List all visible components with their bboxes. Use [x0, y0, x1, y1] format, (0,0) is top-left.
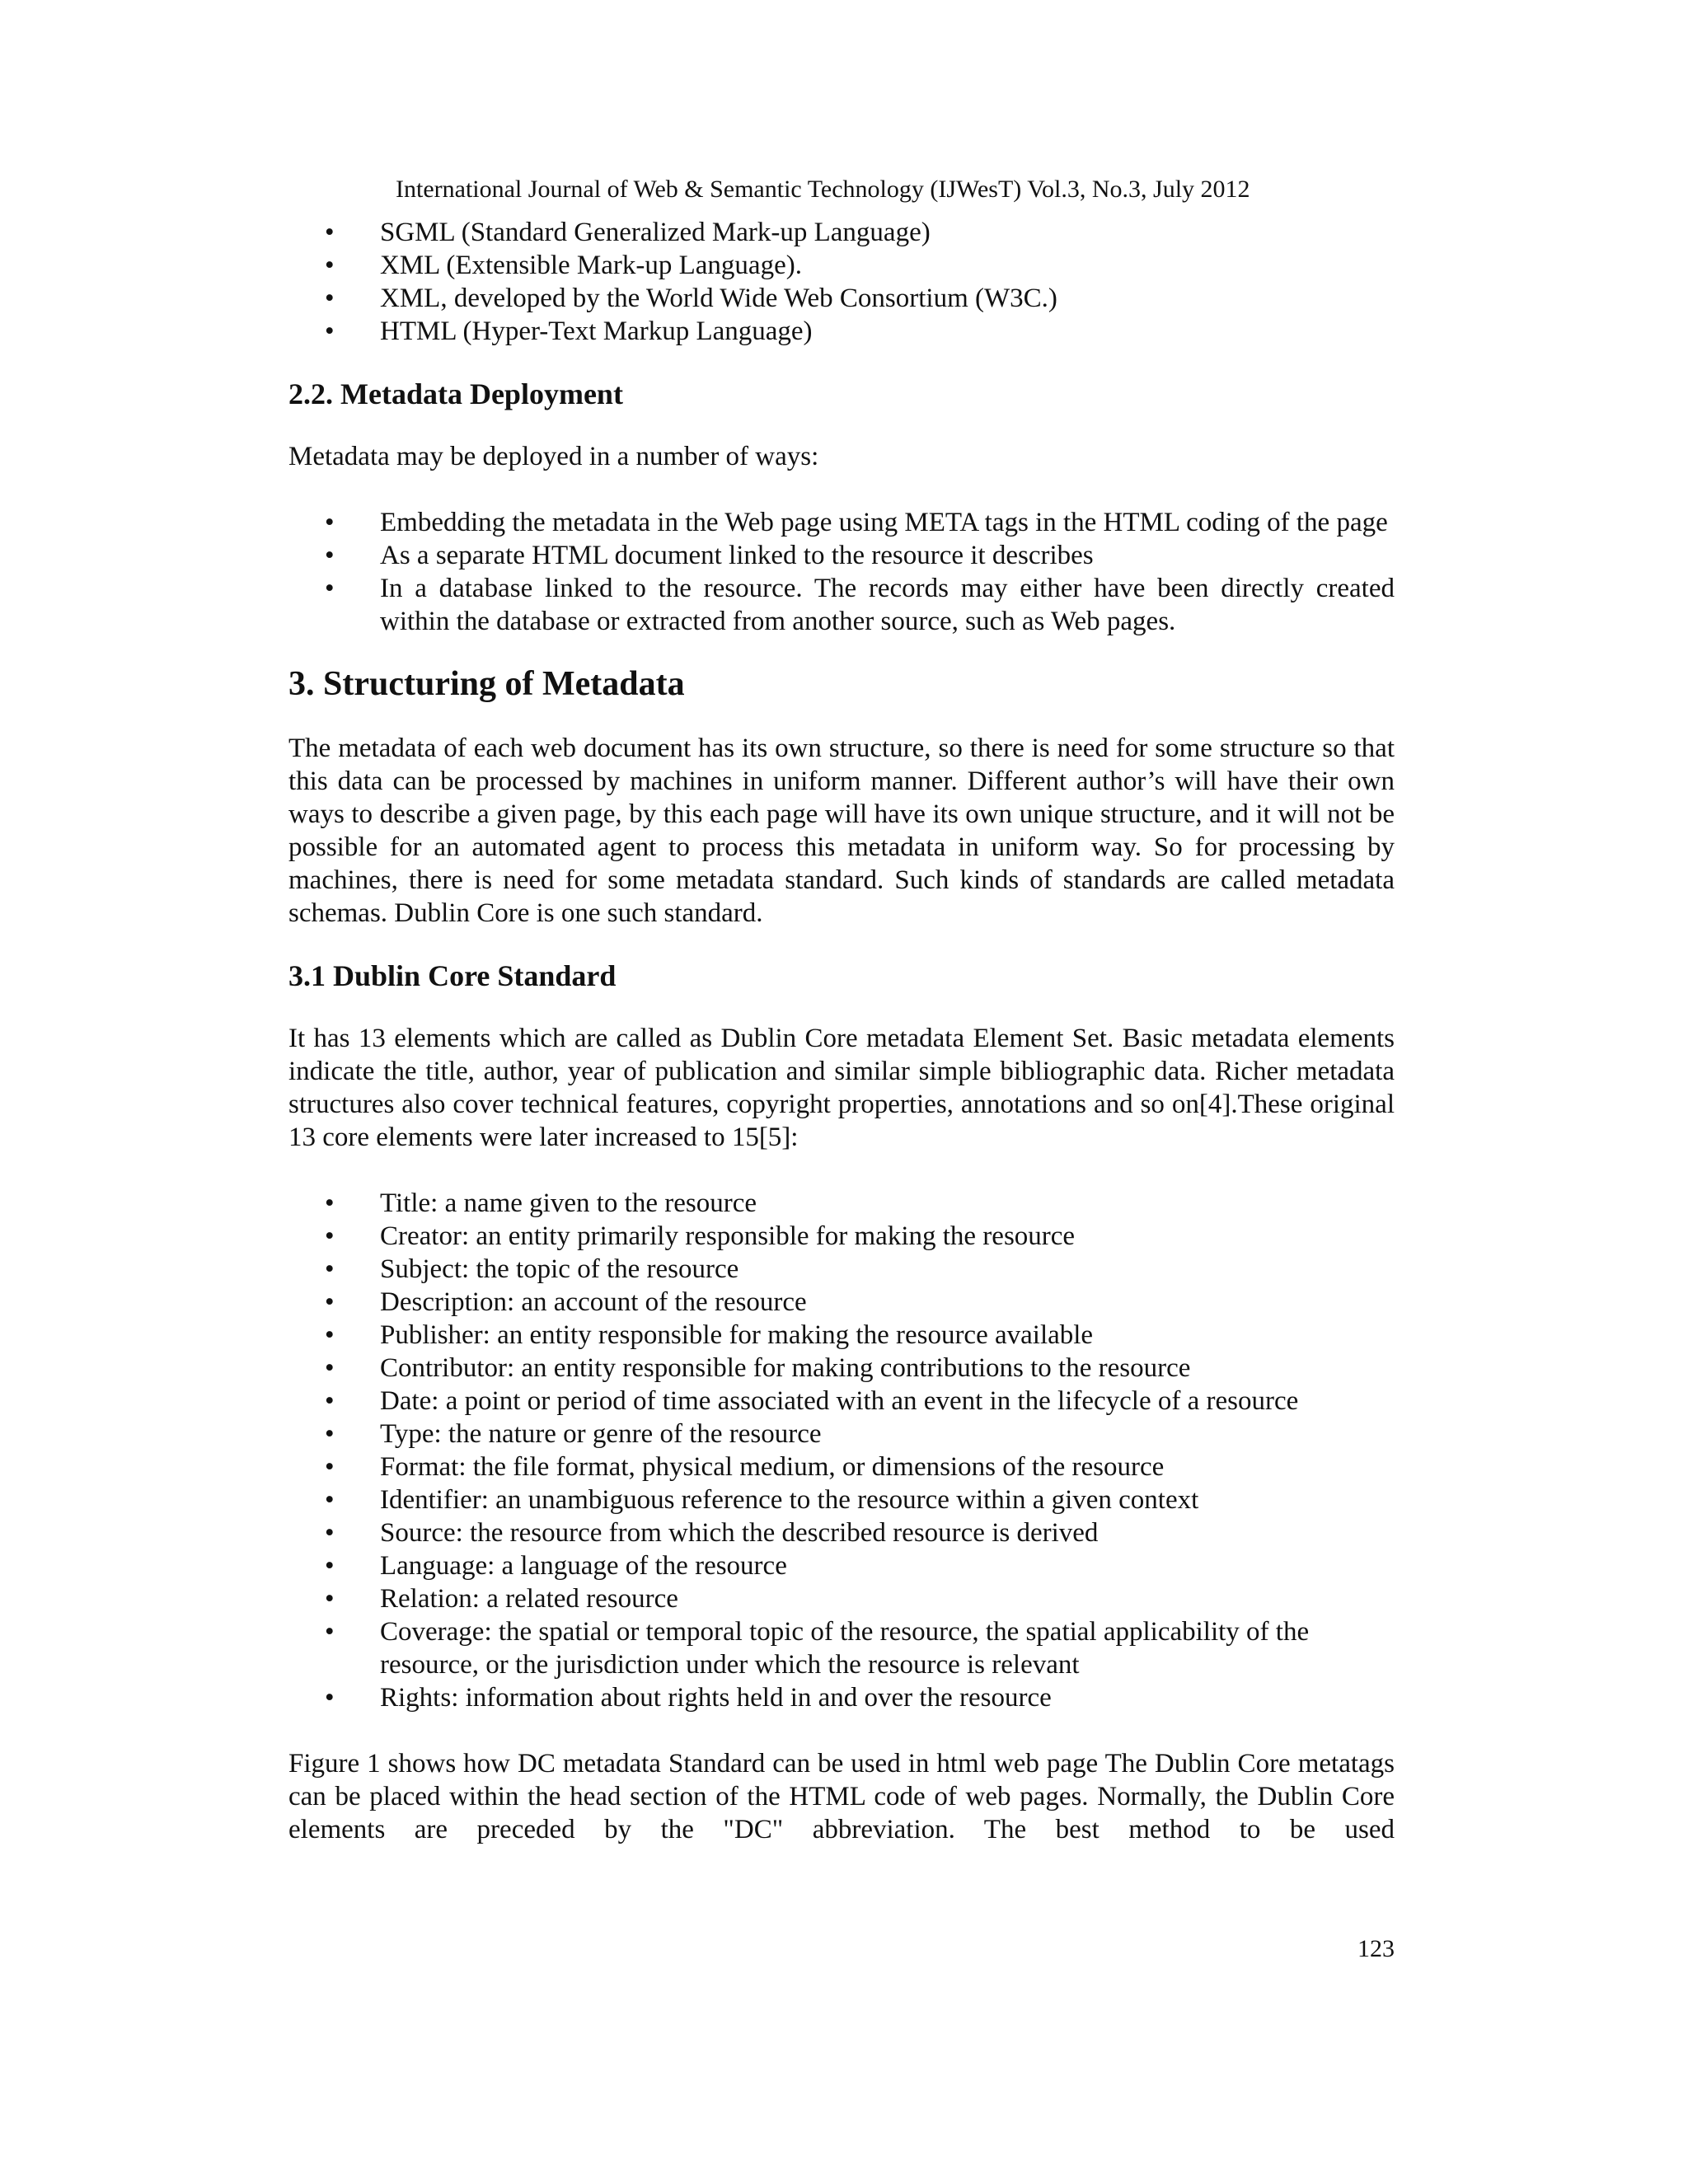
bullet-icon: • — [325, 1287, 335, 1317]
bullet-icon: • — [325, 1683, 335, 1713]
bullet-icon: • — [325, 1518, 335, 1548]
deployment-intro: Metadata may be deployed in a number of ways: — [288, 442, 819, 471]
bullet-icon: • — [325, 1551, 335, 1581]
list-item: • Date: a point or period of time associated with an event in the lifecycle of a resource — [325, 1386, 1299, 1416]
list-item: • Rights: information about rights held in and over the resource — [325, 1683, 1052, 1713]
bullet-icon: • — [325, 1419, 335, 1449]
bullet-icon: • — [325, 1584, 335, 1614]
list-item: • Creator: an entity primarily responsible for making the resource — [325, 1221, 1076, 1251]
bullet-icon: • — [325, 1188, 335, 1218]
list-item: • Format: the file format, physical medium, or dimensions of the resource — [325, 1452, 1165, 1482]
list-item: • Embedding the metadata in the Web page using META tags in the HTML coding of the page — [325, 508, 1388, 537]
section-heading-3: 3. Structuring of Metadata — [288, 665, 685, 703]
list-item: • XML (Extensible Mark-up Language). — [325, 251, 802, 280]
bullet-icon: • — [325, 1617, 335, 1647]
list-item: • Coverage: the spatial or temporal topic of the resource, the spatial applicability of the resource, or the jurisdiction under which the resource is relevant — [325, 1617, 1310, 1680]
deployment-list — [288, 506, 1395, 638]
list-item: • XML, developed by the World Wide Web Consortium (W3C.) — [325, 284, 1057, 313]
list-item: • Publisher: an entity responsible for making the resource available — [325, 1320, 1094, 1350]
bullet-icon: • — [325, 1320, 335, 1350]
page-number: 123 — [1357, 1935, 1395, 1962]
bullet-icon: • — [325, 316, 335, 346]
bullet-icon: • — [325, 1386, 335, 1416]
list-item: • In a database linked to the resource. The records may either have been directly created within the database or extracted from another source, such as Web pages. — [325, 574, 1395, 636]
bullet-icon: • — [325, 1254, 335, 1284]
list-item: • Language: a language of the resource — [325, 1551, 787, 1581]
bullet-icon: • — [325, 1485, 335, 1515]
list-item: • Source: the resource from which the described resource is derived — [325, 1518, 1099, 1548]
list-item: • HTML (Hyper-Text Markup Language) — [325, 316, 813, 346]
list-item: • Relation: a related resource — [325, 1584, 678, 1614]
page-content — [288, 216, 1395, 1846]
list-item: • SGML (Standard Generalized Mark-up Language) — [325, 218, 931, 247]
bullet-icon: • — [325, 218, 335, 247]
bullet-icon: • — [325, 541, 335, 570]
list-item: • Description: an account of the resource — [325, 1287, 807, 1317]
list-item: • Contributor: an entity responsible for making contributions to the resource — [325, 1353, 1191, 1383]
structuring-paragraph: The metadata of each web document has its own structure, so there is need for some structure so that this data can be processed by machines in uniform manner. Different author’s will have their own ways to describe a given page, by this each page will have its own unique structure, and it will not be possible for an automated agent to process this metadata in uniform way. So for processing by machines, there is need for some metadata standard. Such kinds of standards are called metadata schemas. Dublin Core is one such standard. — [288, 733, 1395, 928]
list-item: • Identifier: an unambiguous reference to the resource within a given context — [325, 1485, 1199, 1515]
running-header: International Journal of Web & Semantic Technology (IJWesT) Vol.3, No.3, July 2012 — [396, 176, 1250, 203]
list-item: • Subject: the topic of the resource — [325, 1254, 739, 1284]
section-heading-2-2: 2.2. Metadata Deployment — [288, 377, 623, 410]
bullet-icon: • — [325, 1221, 335, 1251]
bullet-icon: • — [325, 1353, 335, 1383]
dublin-core-paragraph: It has 13 elements which are called as Dublin Core metadata Element Set. Basic metadata elements indicate the title, author, year of publication and similar simple bibliographic data. Richer metadata structures also cover technical features, copyright properties, annotations and so on[4].These original 13 core elements were later increased to 15[5]: — [288, 1024, 1395, 1152]
markup-language-list — [288, 216, 1395, 348]
list-item: • Title: a name given to the resource — [325, 1188, 757, 1218]
bullet-icon: • — [325, 508, 335, 537]
figure-1-paragraph: Figure 1 shows how DC metadata Standard can be used in html web page The Dublin Core metatags can be placed within the head section of the HTML code of web pages. Normally, the Dublin Core elements are preceded by the "DC" abbreviation. The best method to be used — [288, 1749, 1395, 1844]
section-heading-3-1: 3.1 Dublin Core Standard — [288, 959, 617, 992]
list-item: • Type: the nature or genre of the resource — [325, 1419, 822, 1449]
list-item: • As a separate HTML document linked to the resource it describes — [325, 541, 1094, 570]
bullet-icon: • — [325, 251, 335, 280]
bullet-icon: • — [325, 284, 335, 313]
bullet-icon: • — [325, 1452, 335, 1482]
bullet-icon: • — [325, 574, 335, 603]
dublin-core-elements-list — [288, 1187, 1395, 1714]
